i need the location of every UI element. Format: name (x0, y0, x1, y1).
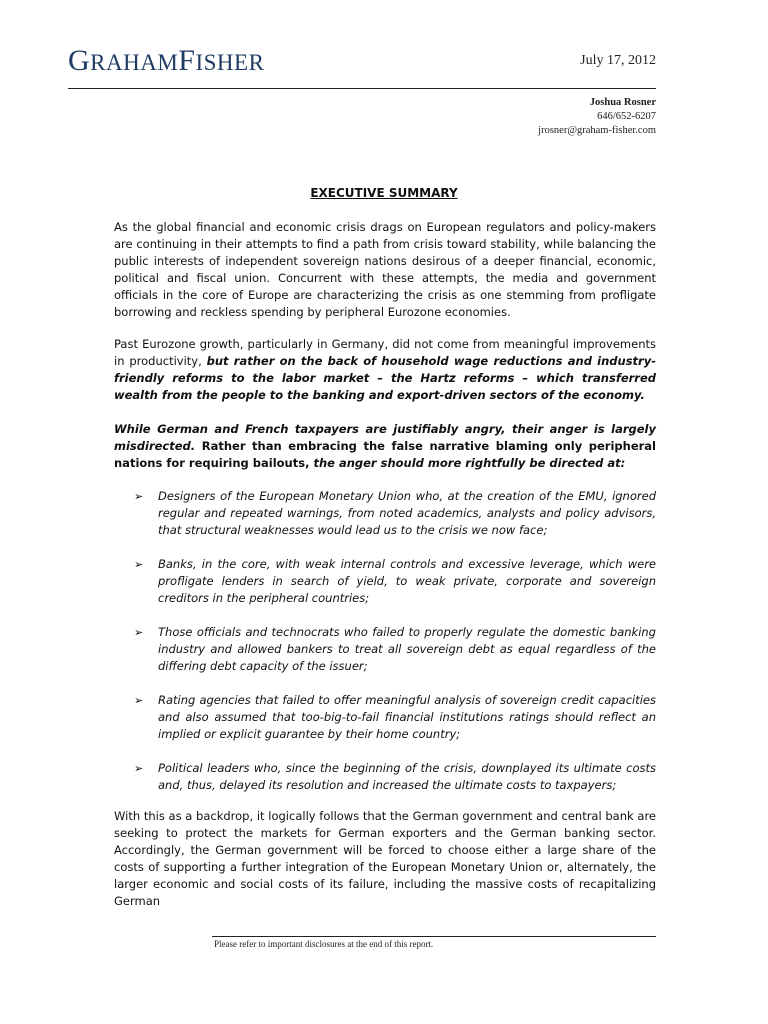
list-item-text: Designers of the European Monetary Union who, at the creation of the EMU, ignored regular and repeated warnings, from noted academics, analysts and policy advisors, that structural weaknesses would lead us to the crisis we now face; (158, 489, 656, 537)
document-date: July 17, 2012 (580, 53, 656, 68)
paragraph-anger-text: Rather than embracing the false narrative blaming only peripheral nations for requiring bailouts, (114, 439, 656, 470)
bullet-arrow-icon: ➢ (134, 626, 144, 639)
paragraph-anger-tail: the anger should more rightfully be directed at: (313, 456, 626, 470)
bullet-arrow-icon: ➢ (134, 762, 144, 775)
paragraph-growth (114, 336, 656, 404)
bullet-arrow-icon: ➢ (134, 558, 144, 571)
paragraph-growth-emphasis: but rather on the back of household wage reductions and industry-friendly reforms to the labor market – the Hartz reforms – which transferred wealth from the people to the banking and export-driven sectors of the economy. (114, 354, 656, 402)
logo-text-isher: ISHER (195, 50, 265, 75)
list-item-text: Political leaders who, since the beginning of the crisis, downplayed its ultimate costs and, thus, delayed its resolution and increased the ultimate costs to taxpayers; (158, 761, 656, 792)
contact-name: Joshua Rosner (589, 97, 656, 108)
list-item-text: Banks, in the core, with weak internal controls and excessive leverage, which were profligate lenders in search of yield, to weak private, corporate and sovereign creditors in the peripheral countries; (158, 557, 656, 605)
logo-initial-f: F (178, 44, 196, 77)
list-item (134, 692, 656, 743)
list-item-text: Those officials and technocrats who failed to properly regulate the domestic banking industry and allowed bankers to treat all sovereign debt as equal regardless of the differing debt capacity of the issuer; (158, 625, 656, 673)
contact-phone: 646/652-6207 (597, 111, 656, 122)
footer-disclaimer: Please refer to important disclosures at the end of this report. (214, 939, 434, 949)
list-item (134, 624, 656, 675)
company-logo (68, 44, 264, 78)
list-item (134, 760, 656, 794)
paragraph-anger (114, 421, 656, 472)
bullet-arrow-icon: ➢ (134, 694, 144, 707)
contact-email: jrosner@graham-fisher.com (538, 125, 656, 136)
paragraph-anger-italic: While German and French taxpayers are justifiably angry, their anger is largely misdirected. (114, 422, 656, 453)
paragraph-backdrop: With this as a backdrop, it logically follows that the German government and central bank are seeking to protect the markets for German exporters and the German banking sector. Accordingly, the German government will be forced to choose either a large share of the costs of supporting a further integration of the European Monetary Union or, alternately, the larger economic and social costs of its failure, including the massive costs of recapitalizing German (114, 809, 656, 908)
paragraph-intro: As the global financial and economic crisis drags on European regulators and policy-makers are continuing in their attempts to find a path from crisis toward stability, while balancing the public interests of independent sovereign nations desirous of a deeper financial, economic, political and fiscal union. Concurrent with these attempts, the media and government officials in the core of Europe are characterizing the crisis as one stemming from profligate borrowing and reckless spending by peripheral Eurozone economies. (114, 220, 656, 319)
list-item (134, 556, 656, 607)
list-item (134, 488, 656, 539)
contact-block (538, 96, 656, 138)
blame-list (134, 488, 656, 811)
logo-text-raham: RAHAM (90, 50, 179, 75)
bullet-arrow-icon: ➢ (134, 490, 144, 503)
paragraph-growth-text: Past Eurozone growth, particularly in Germany, did not come from meaningful improvements in productivity, (114, 337, 656, 368)
header-divider (68, 88, 656, 89)
logo-initial-g: G (68, 44, 91, 77)
list-item-text: Rating agencies that failed to offer meaningful analysis of sovereign credit capacities and also assumed that too-big-to-fail financial institutions ratings should reflect an implied or explicit guarantee by their home country; (158, 693, 656, 741)
footer-divider (212, 936, 656, 937)
section-title: EXECUTIVE SUMMARY (310, 186, 458, 200)
